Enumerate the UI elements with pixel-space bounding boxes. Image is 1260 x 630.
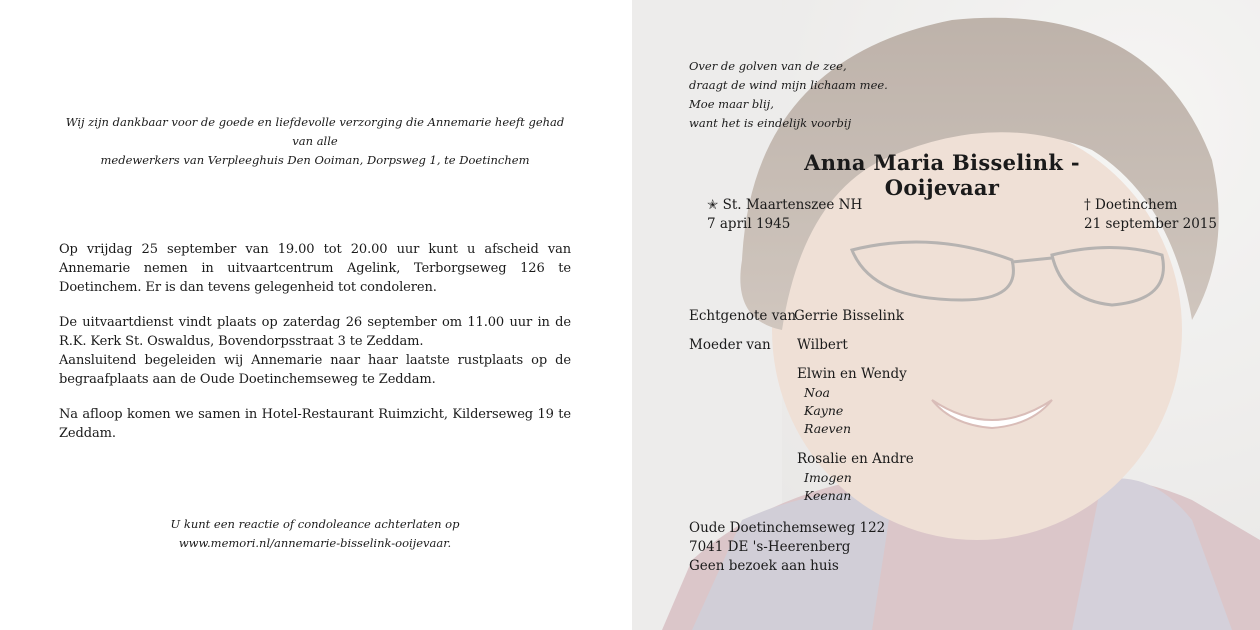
grandchild-name: Keenan bbox=[804, 488, 852, 503]
poem bbox=[689, 57, 888, 133]
gathering-paragraph: Na afloop komen we samen in Hotel-Restaurant Ruimzicht, Kilderseweg 19 te Zeddam. bbox=[59, 407, 571, 441]
child-name: Wilbert bbox=[797, 337, 848, 353]
deceased-name: Anna Maria Bisselink - Ooijevaar bbox=[804, 150, 1080, 200]
birth-date: 7 april 1945 bbox=[707, 216, 791, 232]
grandchild-name: Imogen bbox=[804, 470, 852, 485]
death-info bbox=[1084, 196, 1217, 234]
birth-info bbox=[707, 196, 862, 234]
death-place: † Doetinchem bbox=[1084, 197, 1178, 213]
thanks-line: medewerkers van Verpleeghuis Den Ooiman, Dorpsweg 1, te Doetinchem bbox=[100, 153, 530, 167]
reaction-text bbox=[60, 515, 570, 553]
grandchild-name: Raeven bbox=[804, 421, 852, 436]
reaction-line: www.memori.nl/annemarie-bisselink-ooijevaar. bbox=[178, 536, 452, 550]
service-line: De uitvaartdienst vindt plaats op zaterdag 26 september om 11.00 uur in de R.K. Kerk St. Oswaldus, Bovendorpsstraat 3 te Zeddam. bbox=[59, 315, 571, 349]
reaction-line: U kunt een reactie of condoleance achterlaten op bbox=[170, 517, 460, 531]
poem-line: want het is eindelijk voorbij bbox=[689, 116, 852, 130]
child-name: Elwin en Wendy bbox=[797, 366, 907, 382]
mother-label: Moeder van bbox=[689, 337, 771, 353]
address-street: Oude Doetinchemseweg 122 bbox=[689, 520, 886, 536]
spouse-label: Echtgenote van bbox=[689, 308, 797, 324]
poem-line: draagt de wind mijn lichaam mee. bbox=[689, 78, 888, 92]
thanks-line: Wij zijn dankbaar voor de goede en liefdevolle verzorging die Annemarie heeft gehad van alle bbox=[65, 115, 565, 148]
spouse-name: Gerrie Bisselink bbox=[794, 308, 904, 324]
poem-line: Over de golven van de zee, bbox=[689, 59, 847, 73]
death-date: 21 september 2015 bbox=[1084, 216, 1217, 232]
address bbox=[689, 519, 885, 576]
right-page bbox=[632, 0, 1260, 630]
visit-note: Geen bezoek aan huis bbox=[689, 558, 839, 574]
service-paragraph bbox=[59, 313, 571, 389]
grandchild-name: Kayne bbox=[804, 403, 844, 418]
farewell-paragraph: Op vrijdag 25 september van 19.00 tot 20.00 uur kunt u afscheid van Annemarie nemen in uitvaartcentrum Agelink, Terborgseweg 126 te Doetinchem. Er is dan tevens gelegenheid tot condoleren. bbox=[59, 242, 571, 295]
service-line: Aansluitend begeleiden wij Annemarie naar haar laatste rustplaats op de begraafplaats aan de Oude Doetinchemseweg te Zeddam. bbox=[59, 353, 571, 387]
poem-line: Moe maar blij, bbox=[689, 97, 774, 111]
grandchild-name: Noa bbox=[804, 385, 830, 400]
address-city: 7041 DE 's-Heerenberg bbox=[689, 539, 851, 555]
child-name: Rosalie en Andre bbox=[797, 451, 914, 467]
thanks-text bbox=[60, 113, 570, 170]
birth-place: ✭ St. Maartenszee NH bbox=[707, 197, 863, 213]
